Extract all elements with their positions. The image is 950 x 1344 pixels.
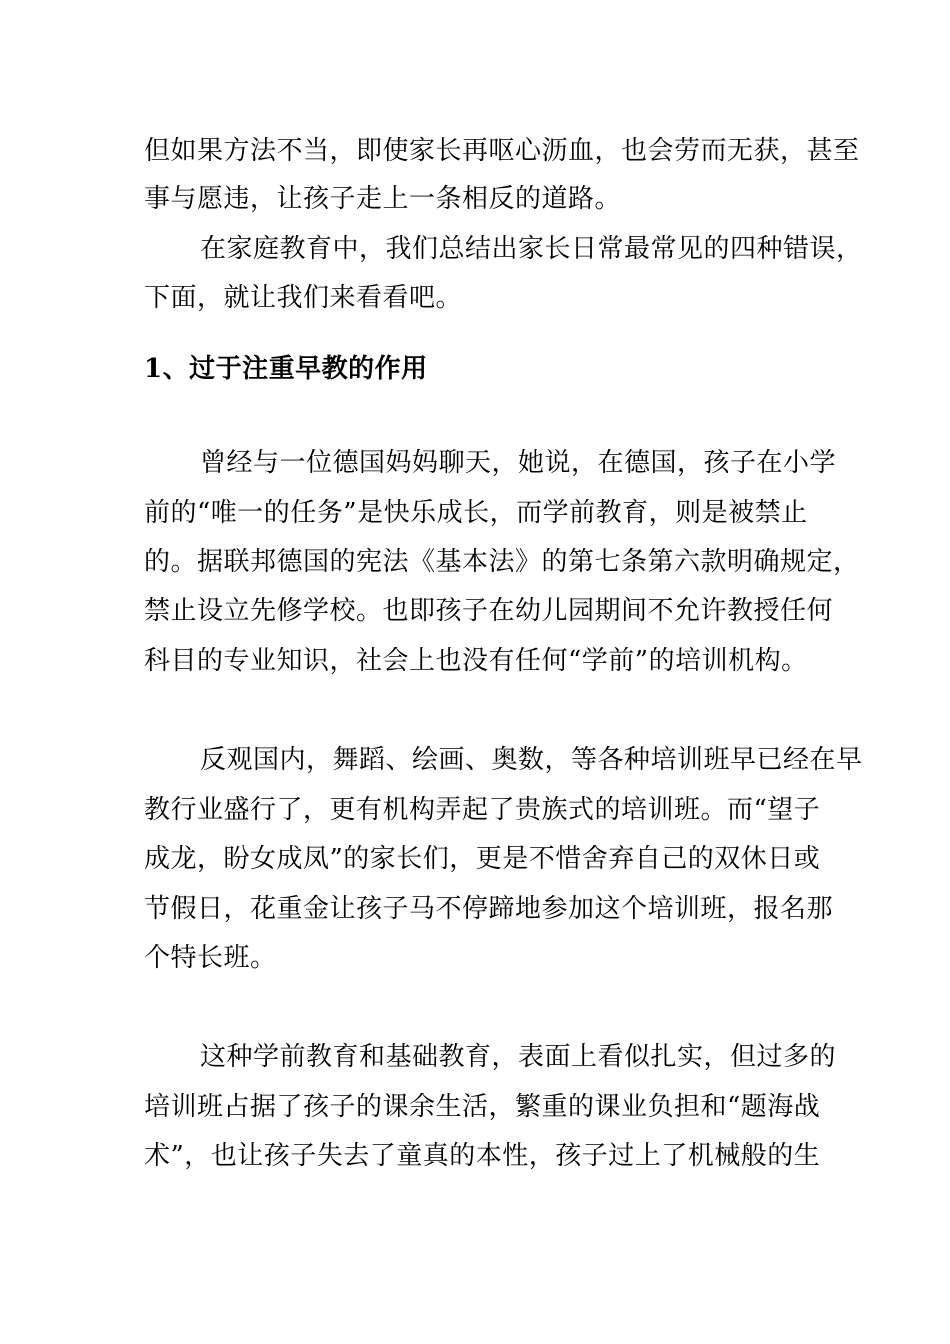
paragraph-line: 曾经与一位德国妈妈聊天，她说，在德国，孩子在小学: [200, 448, 837, 478]
section-heading: 1、过于注重早教的作用: [144, 354, 428, 384]
paragraph-line: 教行业盛行了，更有机构弄起了贵族式的培训班。而“望子: [144, 795, 821, 825]
paragraph-line: 节假日，花重金让孩子马不停蹄地参加这个培训班，报名那: [144, 894, 834, 924]
paragraph-line: 培训班占据了孩子的课余生活，繁重的课业负担和“题海战: [144, 1092, 821, 1122]
paragraph-line: 科目的专业知识，社会上也没有任何“学前”的培训机构。: [144, 646, 808, 676]
paragraph-line: 成龙，盼女成凤”的家长们，更是不惜舍弃自己的双休日或: [144, 844, 821, 874]
paragraph-line: 的。据联邦德国的宪法《基本法》的第七条第六款明确规定，: [144, 547, 860, 577]
paragraph-line: 但如果方法不当，即使家长再呕心沥血，也会劳而无获，甚至: [144, 136, 860, 166]
paragraph-line: 禁止设立先修学校。也即孩子在幼儿园期间不允许教授任何: [144, 596, 834, 626]
paragraph-line: 事与愿违，让孩子走上一条相反的道路。: [144, 184, 622, 214]
paragraph-line: 在家庭教育中，我们总结出家长日常最常见的四种错误，: [200, 234, 863, 264]
paragraph-line: 下面，就让我们来看看吧。: [144, 283, 463, 313]
paragraph-line: 这种学前教育和基础教育，表面上看似扎实，但过多的: [200, 1042, 837, 1072]
paragraph-line: 个特长班。: [144, 943, 277, 973]
paragraph-line: 前的“唯一的任务”是快乐成长，而学前教育，则是被禁止: [144, 498, 808, 528]
paragraph-line: 术”，也让孩子失去了童真的本性，孩子过上了机械般的生: [144, 1141, 821, 1171]
paragraph-line: 反观国内，舞蹈、绘画、奥数，等各种培训班早已经在早: [200, 745, 863, 775]
